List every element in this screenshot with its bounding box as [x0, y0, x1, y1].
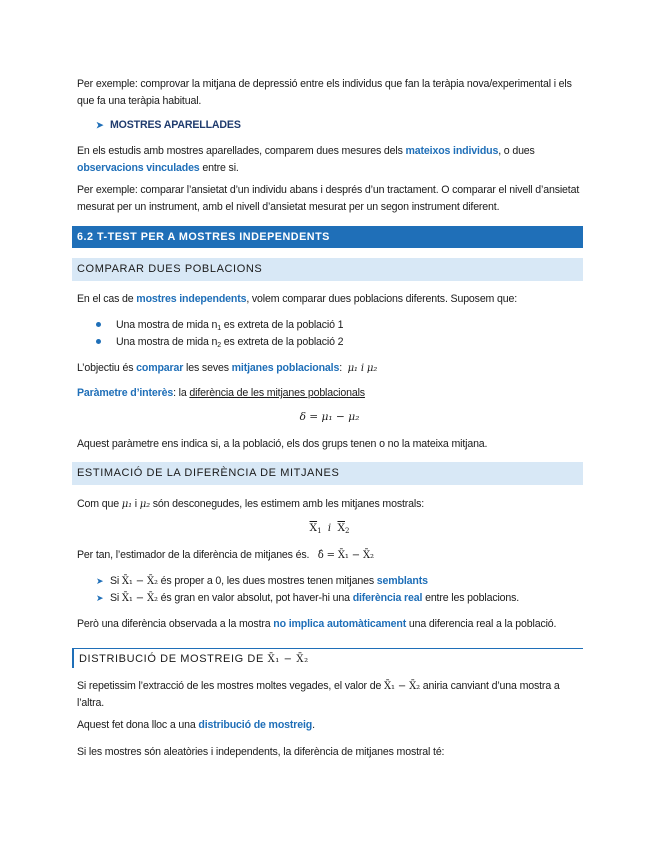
arrow-item-similar: ➤ Si X̄₁ − X̄₂ és proper a 0, les dues mostres tenen mitjanes semblants — [96, 573, 576, 590]
heading-sampling-distribution: DISTRIBUCIÓ DE MOSTREIG DE X̄₁ − X̄₂ — [72, 648, 583, 668]
paragraph-parameter: Paràmetre d’interès: la diferència de les mitjanes poblacionals — [77, 387, 365, 399]
paragraph-repeat-sampling: Si repetissim l’extracció de les mostres moltes vegades, el valor de X̄₁ − X̄₂ aniria canviant d’una mostra a l’altra. — [77, 680, 560, 709]
math-estimator: δ̂ = X̄₁ − X̄₂ — [317, 550, 374, 561]
highlight-population-means: mitjanes poblacionals — [231, 362, 340, 374]
paragraph-paired-description: En els estudis amb mostres aparellades, comparem dues mesures dels mateixos individus, o dues observacions vinculades entre si. — [77, 145, 535, 174]
highlight-similar: semblants — [376, 575, 428, 587]
paragraph-parameter-meaning: Aquest paràmetre ens indica si, a la població, els dos grups tenen o no la mateixa mitjana. — [77, 438, 488, 450]
dot-bullet-icon — [96, 339, 101, 344]
highlight-same-individuals: mateixos individus — [405, 145, 499, 157]
arrow-item-real-difference: ➤ Si X̄₁ − X̄₂ és gran en valor absolut, pot haver-hi una diferència real entre les poblacions. — [96, 590, 576, 607]
heading-estimation: ESTIMACIÓ DE LA DIFERÈNCIA DE MITJANES — [72, 462, 583, 485]
highlight-parameter-of-interest: Paràmetre d’interès — [77, 387, 174, 399]
paragraph-random-independent: Si les mostres són aleatòries i independents, la diferència de mitjanes mostral té: — [77, 746, 445, 758]
equation-delta: δ = μ₁ − μ₂ — [299, 411, 360, 423]
highlight-independent-samples: mostres independents — [136, 293, 247, 305]
triangle-arrow-icon: ➤ — [96, 576, 104, 586]
highlight-sampling-distribution: distribució de mostreig — [198, 719, 313, 731]
paragraph-unknown-means: Com que μ₁ i μ₂ són desconegudes, les estimem amb les mitjanes mostrals: — [77, 498, 425, 510]
triangle-arrow-icon: ➤ — [96, 120, 104, 130]
paragraph-sampling-distribution: Aquest fet dona lloc a una distribució de mostreig. — [77, 719, 315, 731]
highlight-not-automatic: no implica automàticament — [273, 618, 407, 630]
dot-bullet-icon — [96, 322, 101, 327]
subheading-label: MOSTRES APARELLADES — [110, 119, 241, 131]
triangle-arrow-icon: ➤ — [96, 593, 104, 603]
paragraph-independent-samples: En el cas de mostres independents, volem comparar dues poblacions diferents. Suposem que: — [77, 293, 518, 305]
paragraph-estimator: Per tan, l’estimador de la diferència de mitjanes és. δ̂ = X̄₁ − X̄₂ — [77, 549, 374, 561]
paragraph-caution: Però una diferència observada a la mostra no implica automàticament una diferencia real a la població. — [77, 618, 557, 630]
highlight-linked-observations: observacions vinculades — [77, 162, 200, 174]
paragraph-example-depression: Per exemple: comprovar la mitjana de depressió entre els individus que fan la teràpia nova/experimental i els que fa una teràpia habitual. — [77, 78, 572, 107]
paragraph-example-anxiety: Per exemple: comparar l’ansietat d’un individu abans i després d’un tractament. O comparar el nivell d’ansietat mesurat per un instrument, amb el nivell d’ansietat mesurat per un segon instrument diferent. — [77, 184, 580, 213]
bullet-sample-1: Una mostra de mida $n_1$ es extreta de la població 1 — [116, 319, 344, 332]
paragraph-objective: L’objectiu és comparar les seves mitjanes poblacionals: μ₁ i μ₂ — [77, 362, 378, 374]
subheading-paired-samples — [96, 117, 601, 134]
heading-compare-populations: COMPARAR DUES POBLACIONS — [72, 258, 583, 281]
math-mu1-mu2: μ₁ i μ₂ — [347, 363, 378, 374]
bullet-sample-2: Una mostra de mida $n_2$ es extreta de la població 2 — [116, 336, 344, 349]
highlight-compare: comparar — [136, 362, 184, 374]
highlight-real-difference: diferència real — [352, 592, 423, 604]
equation-sample-means: $\overline{X}_1$ i $\overline{X}_2$ — [309, 522, 350, 535]
section-heading-6-2: 6.2 T-TEST PER A MOSTRES INDEPENDENTS — [72, 226, 583, 248]
